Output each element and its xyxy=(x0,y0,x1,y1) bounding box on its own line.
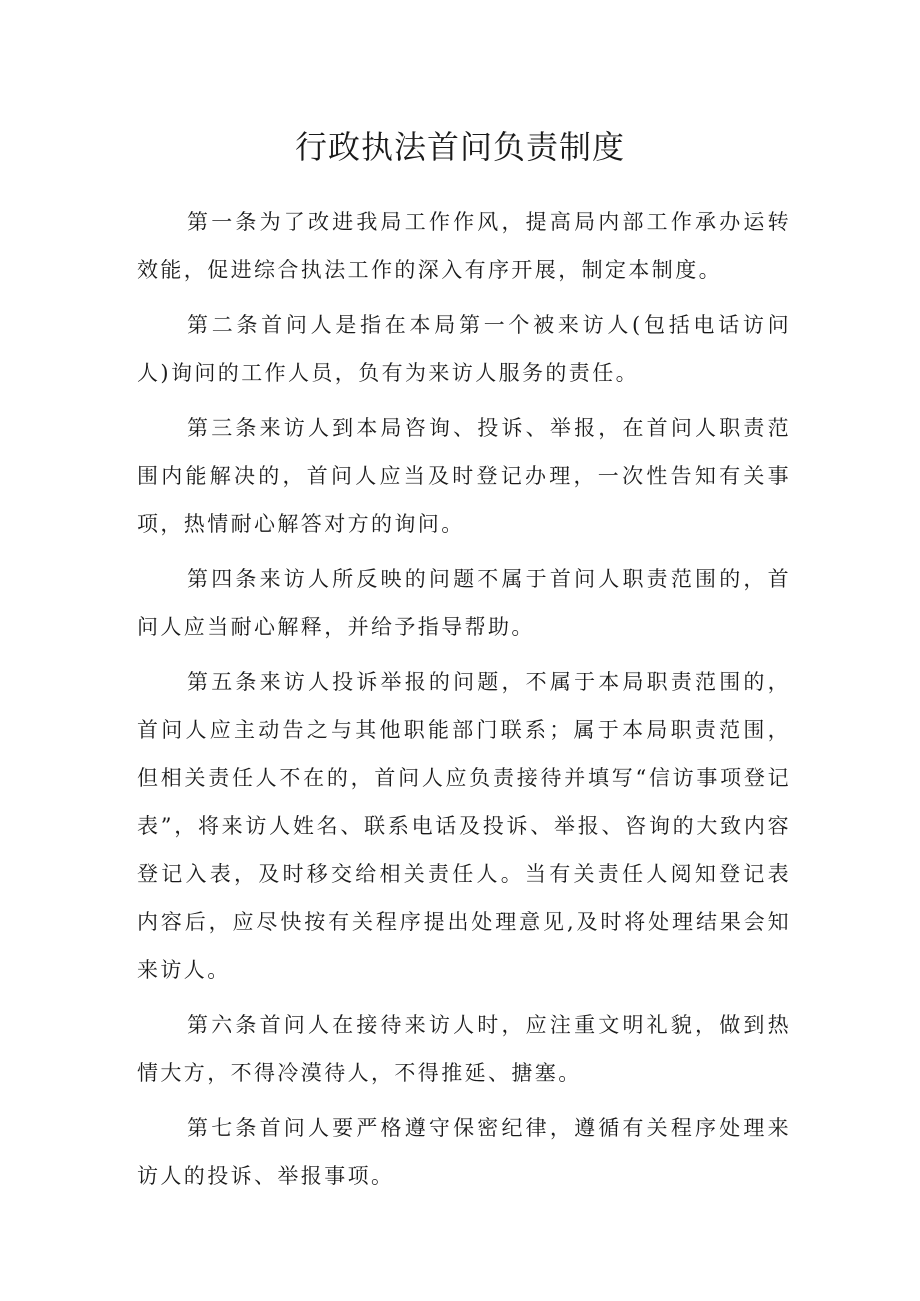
article-1: 第一条为了改进我局工作作风，提高局内部工作承办运转效能，促进综合执法工作的深入有序开展，制定本制度。 xyxy=(137,210,791,282)
article-6: 第六条首问人在接待来访人时，应注重文明礼貌，做到热情大方，不得冷漠待人，不得推延、搪塞。 xyxy=(137,1013,791,1085)
article-2: 第二条首问人是指在本局第一个被来访人(包括电话访问人)询问的工作人员，负有为来访人服务的责任。 xyxy=(137,313,791,385)
document-title: 行政执法首问负责制度 xyxy=(294,128,625,166)
article-3: 第三条来访人到本局咨询、投诉、举报，在首问人职责范围内能解决的，首问人应当及时登记办理，一次性告知有关事项，热情耐心解答对方的询问。 xyxy=(137,416,791,536)
article-4: 第四条来访人所反映的问题不属于首问人职责范围的，首问人应当耐心解释，并给予指导帮助。 xyxy=(137,567,791,639)
document-body xyxy=(137,198,791,1207)
article-5: 第五条来访人投诉举报的问题，不属于本局职责范围的，首问人应主动告之与其他职能部门联系；属于本局职责范围，但相关责任人不在的，首问人应负责接待并填写“信访事项登记表”，将来访人姓名、联系电话及投诉、举报、咨询的大致内容登记入表，及时移交给相关责任人。当有关责任人阅知登记表内容后，应尽快按有关程序提出处理意见,及时将处理结果会知来访人。 xyxy=(137,670,791,982)
article-7: 第七条首问人要严格遵守保密纪律，遵循有关程序处理来访人的投诉、举报事项。 xyxy=(137,1116,791,1188)
